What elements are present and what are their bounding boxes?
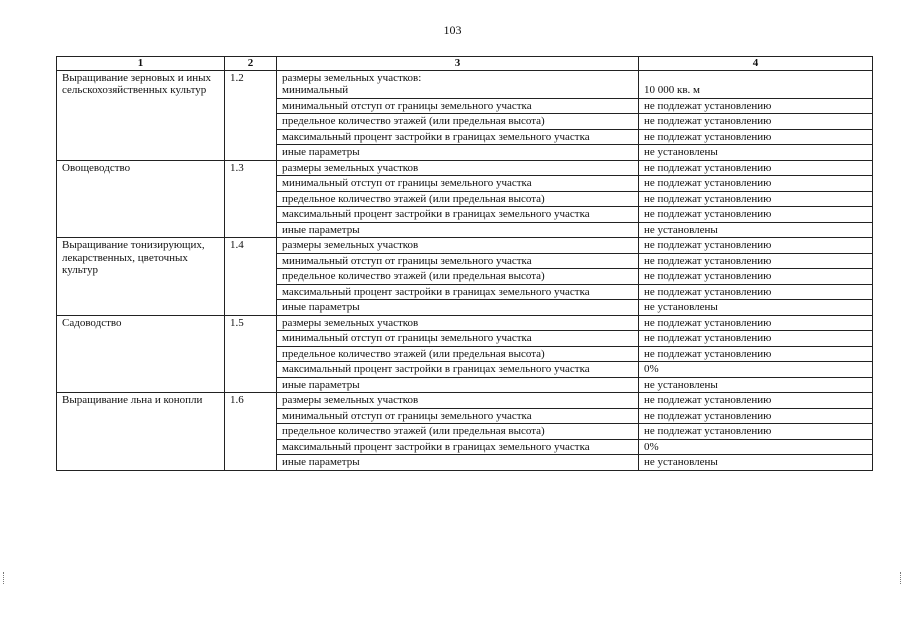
land-use-name: Овощеводство	[57, 160, 225, 238]
parameter-value: 0%	[639, 439, 873, 455]
land-use-name: Садоводство	[57, 315, 225, 393]
parameter-value: не установлены	[639, 300, 873, 316]
land-use-code: 1.6	[225, 393, 277, 471]
parameter-name: иные параметры	[277, 222, 639, 238]
parameter-name: предельное количество этажей (или предельная высота)	[277, 191, 639, 207]
parameter-name: максимальный процент застройки в границах земельного участка	[277, 284, 639, 300]
parameter-name: предельное количество этажей (или предельная высота)	[277, 424, 639, 440]
parameter-value: не установлены	[639, 455, 873, 471]
land-use-name: Выращивание тонизирующих, лекарственных, цветочных культур	[57, 238, 225, 316]
land-use-code: 1.4	[225, 238, 277, 316]
parameter-value: не подлежат установлению	[639, 207, 873, 223]
parameter-name: предельное количество этажей (или предельная высота)	[277, 346, 639, 362]
parameter-name: иные параметры	[277, 145, 639, 161]
parameter-value: не подлежат установлению	[639, 98, 873, 114]
parameter-value: не подлежат установлению	[639, 114, 873, 130]
land-use-code: 1.3	[225, 160, 277, 238]
parameter-value: не подлежат установлению	[639, 284, 873, 300]
land-use-code: 1.2	[225, 70, 277, 160]
header-row	[57, 57, 873, 71]
header-col-3: 3	[277, 57, 639, 71]
page-number: 103	[443, 23, 462, 37]
parameter-value: не установлены	[639, 145, 873, 161]
parameter-value: не подлежат установлению	[639, 424, 873, 440]
parameter-value: не подлежат установлению	[639, 393, 873, 409]
parameter-name: размеры земельных участков	[277, 160, 639, 176]
parameter-name: размеры земельных участков	[277, 238, 639, 254]
margin-mark-right	[900, 572, 902, 584]
parameter-name: максимальный процент застройки в границах земельного участка	[277, 362, 639, 378]
header-col-4: 4	[639, 57, 873, 71]
parameter-name: иные параметры	[277, 455, 639, 471]
parameter-name: минимальный отступ от границы земельного участка	[277, 331, 639, 347]
parameter-name: предельное количество этажей (или предельная высота)	[277, 114, 639, 130]
parameter-name: максимальный процент застройки в границах земельного участка	[277, 129, 639, 145]
parameter-name: предельное количество этажей (или предельная высота)	[277, 269, 639, 285]
table-row	[57, 160, 873, 176]
land-use-name: Выращивание льна и конопли	[57, 393, 225, 471]
header-col-1: 1	[57, 57, 225, 71]
parameter-value: не подлежат установлению	[639, 346, 873, 362]
table-row	[57, 393, 873, 409]
parameter-value: не подлежат установлению	[639, 315, 873, 331]
parameter-value: не установлены	[639, 222, 873, 238]
parameter-value: не подлежат установлению	[639, 238, 873, 254]
parameter-value: не подлежат установлению	[639, 129, 873, 145]
parameter-value: не подлежат установлению	[639, 331, 873, 347]
margin-mark-left	[3, 572, 5, 584]
table-body	[57, 70, 873, 470]
parameter-name: размеры земельных участков	[277, 315, 639, 331]
parameter-name: размеры земельных участков	[277, 393, 639, 409]
parameter-value: не подлежат установлению	[639, 176, 873, 192]
parameter-name: размеры земельных участков: минимальный	[277, 70, 639, 98]
parameter-name: минимальный отступ от границы земельного участка	[277, 253, 639, 269]
table-row	[57, 315, 873, 331]
header-col-2: 2	[225, 57, 277, 71]
parameter-value: не подлежат установлению	[639, 160, 873, 176]
parameter-name: минимальный отступ от границы земельного участка	[277, 176, 639, 192]
table-row	[57, 70, 873, 98]
zoning-table	[56, 56, 873, 471]
land-use-name: Выращивание зерновых и иных сельскохозяйственных культур	[57, 70, 225, 160]
parameter-value: не установлены	[639, 377, 873, 393]
parameter-name: иные параметры	[277, 300, 639, 316]
parameter-name: минимальный отступ от границы земельного участка	[277, 98, 639, 114]
parameter-name: максимальный процент застройки в границах земельного участка	[277, 439, 639, 455]
table-row	[57, 238, 873, 254]
parameter-value: не подлежат установлению	[639, 408, 873, 424]
parameter-name: иные параметры	[277, 377, 639, 393]
parameter-name: минимальный отступ от границы земельного участка	[277, 408, 639, 424]
land-use-code: 1.5	[225, 315, 277, 393]
parameter-value: не подлежат установлению	[639, 253, 873, 269]
parameter-value: 0%	[639, 362, 873, 378]
parameter-name: максимальный процент застройки в границах земельного участка	[277, 207, 639, 223]
parameter-value: не подлежат установлению	[639, 269, 873, 285]
parameter-value: не подлежат установлению	[639, 191, 873, 207]
parameter-value: 10 000 кв. м	[639, 70, 873, 98]
